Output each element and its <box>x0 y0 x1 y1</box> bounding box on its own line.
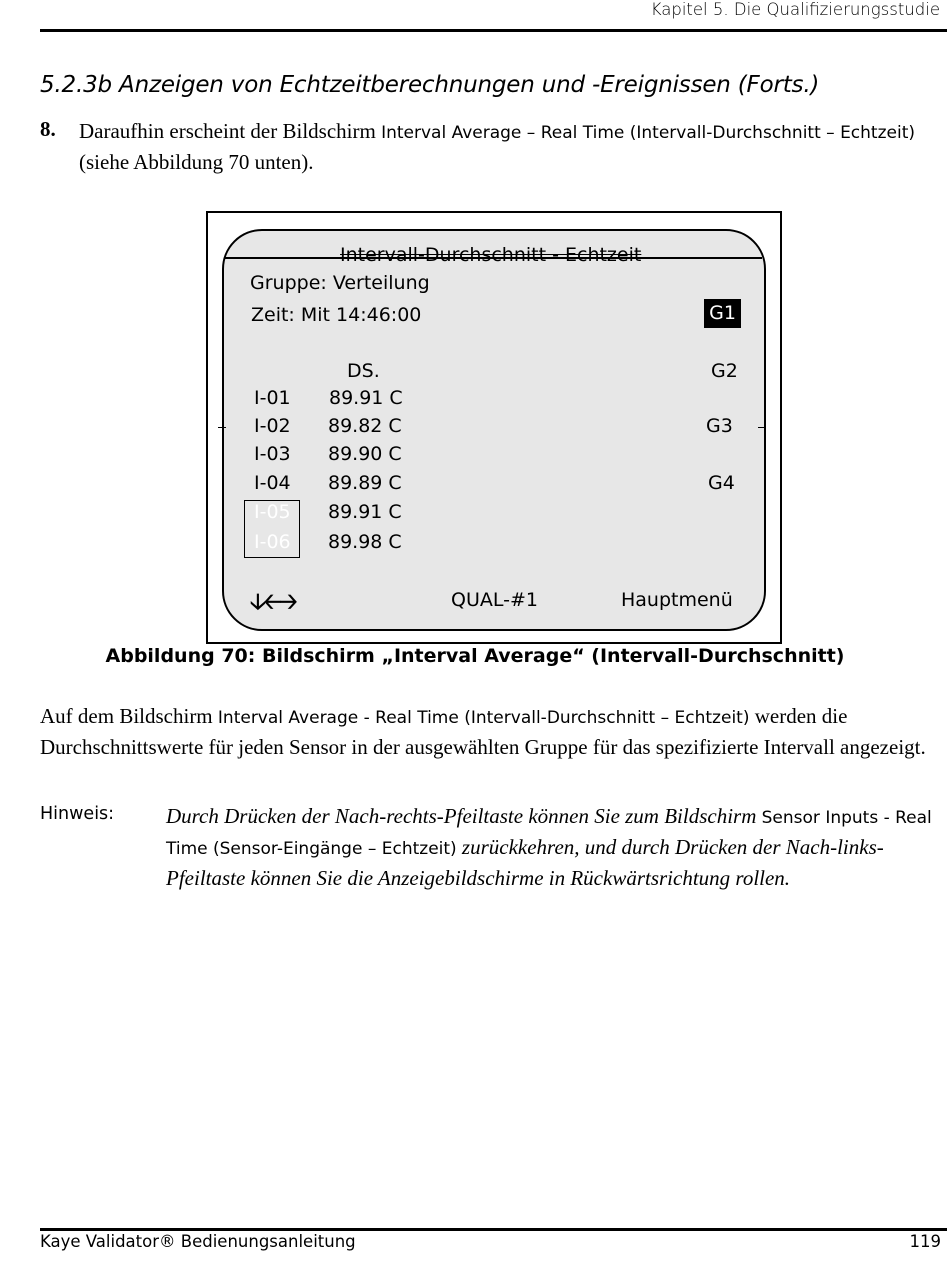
sensor-value: 89.90 C <box>328 443 402 465</box>
group-button-g1[interactable]: G1 <box>704 299 741 328</box>
note-ui-name: Sensor Inputs - Real Time (Sensor-Eingänge – Echtzeit) <box>166 808 932 859</box>
screen-title: Intervall-Durchschnitt - Echtzeit <box>340 244 642 266</box>
note-text <box>166 802 946 893</box>
sensor-value: 89.98 C <box>328 531 402 553</box>
section-heading: 5.2.3b Anzeigen von Echtzeitberechnungen und -Ereignissen (Forts.) <box>40 72 820 98</box>
step-text-before: Daraufhin erscheint der Bildschirm <box>79 119 382 143</box>
para-text-before: Auf dem Bildschirm <box>40 704 218 728</box>
group-button-g2[interactable]: G2 <box>711 360 738 382</box>
sensor-value: 89.91 C <box>329 387 403 409</box>
para-ui-name: Interval Average - Real Time (Intervall-Durchschnitt – Echtzeit) <box>217 708 750 728</box>
footer-rule <box>40 1228 947 1231</box>
page-number: 119 <box>909 1232 941 1251</box>
sensor-id: I-01 <box>254 387 291 409</box>
sensor-value: 89.82 C <box>328 415 402 437</box>
header-rule <box>40 29 947 32</box>
body-paragraph <box>40 702 940 762</box>
note-text-before: Durch Drücken der Nach-rechts-Pfeiltaste können Sie zum Bildschirm <box>166 804 762 828</box>
column-header-ds: DS. <box>347 360 380 382</box>
softkey-main-menu[interactable]: Hauptmenü <box>621 589 733 611</box>
arrow-keys-icon[interactable]: 🡣🡠🡢 <box>250 590 296 615</box>
figure-caption: Abbildung 70: Bildschirm „Interval Average“ (Intervall-Durchschnitt) <box>105 645 845 667</box>
sensor-id-selected: I-05 <box>254 501 291 523</box>
note-text-after: zurückkehren, und durch Drücken der Nach-links-Pfeiltaste können Sie die Anzeigebildschirme in Rückwärtsrichtung rollen. <box>166 835 884 890</box>
para-text-after: werden die Durchschnittswerte für jeden Sensor in der ausgewählten Gruppe für das spezifizierte Intervall angezeigt. <box>40 704 926 759</box>
note-label: Hinweis: <box>40 804 115 824</box>
step-number: 8. <box>40 117 56 141</box>
group-button-g3[interactable]: G3 <box>706 415 733 437</box>
group-button-g4[interactable]: G4 <box>708 472 735 494</box>
footer-manual-title: Kaye Validator® Bedienungsanleitung <box>40 1232 356 1251</box>
sensor-id: I-02 <box>254 415 291 437</box>
sensor-id: I-03 <box>254 443 291 465</box>
screen-side-tick-right <box>758 427 766 428</box>
time-label: Zeit: Mit 14:46:00 <box>251 304 422 326</box>
group-label: Gruppe: Verteilung <box>250 272 430 294</box>
screen-side-tick-left <box>218 427 226 428</box>
step-text-after: (siehe Abbildung 70 unten). <box>79 150 314 174</box>
sensor-value: 89.89 C <box>328 472 402 494</box>
sensor-id-selected: I-06 <box>254 531 291 553</box>
sensor-id: I-04 <box>254 472 291 494</box>
running-header: Kapitel 5. Die Qualifizierungsstudie <box>650 0 940 19</box>
step-ui-name: Interval Average – Real Time (Intervall-Durchschnitt – Echtzeit) <box>381 123 916 143</box>
softkey-qual[interactable]: QUAL-#1 <box>451 589 538 611</box>
step-text <box>79 117 939 177</box>
sensor-value: 89.91 C <box>328 501 402 523</box>
